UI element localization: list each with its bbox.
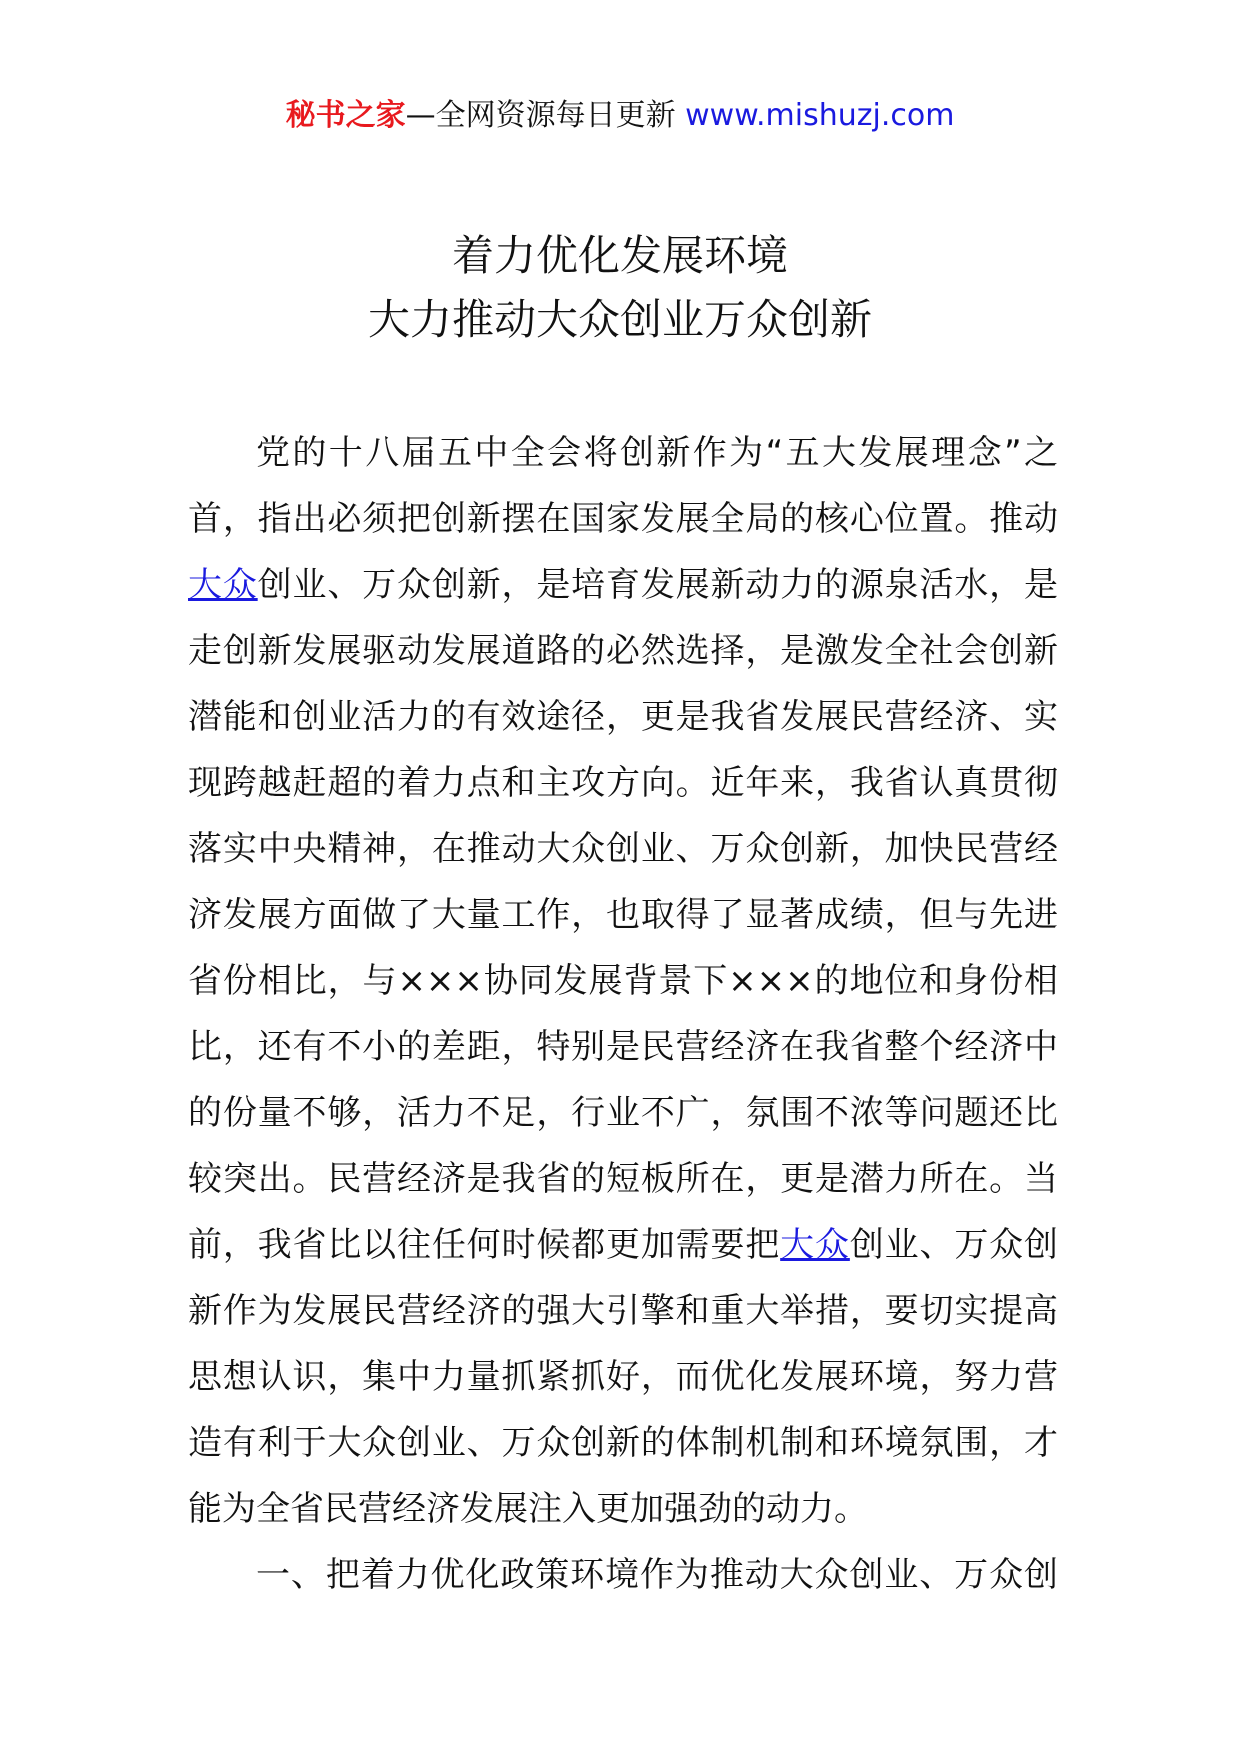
document-body bbox=[188, 420, 1058, 1608]
body-line: 省份相比，与×××协同发展背景下×××的地位和身份相 bbox=[188, 961, 1058, 1001]
body-line: 能为全省民营经济发展注入更加强劲的动力。 bbox=[188, 1489, 868, 1529]
site-header-banner bbox=[0, 96, 1240, 136]
body-line: 思想认识，集中力量抓紧抓好，而优化发展环境，努力营 bbox=[188, 1357, 1058, 1397]
document-title-line-1: 着力优化发展环境 bbox=[451, 231, 788, 280]
keyword-link-dazhong[interactable]: 大众 bbox=[188, 565, 258, 605]
body-line: 的份量不够，活力不足，行业不广，氛围不浓等问题还比 bbox=[188, 1093, 1058, 1133]
keyword-link-dazhong[interactable]: 大众 bbox=[780, 1225, 850, 1265]
body-line-text: 创业、万众创新，是培育发展新动力的源泉活水，是 bbox=[257, 565, 1059, 605]
body-line bbox=[188, 1212, 1058, 1278]
brand-name: 秘书之家 bbox=[285, 98, 406, 133]
body-line bbox=[188, 552, 1058, 618]
body-line: 较突出。民营经济是我省的短板所在，更是潜力所在。当 bbox=[188, 1159, 1058, 1199]
body-line-text: 创业、万众创 bbox=[849, 1225, 1059, 1265]
section-heading-line: 一、把着力优化政策环境作为推动大众创业、万众创 bbox=[256, 1555, 1058, 1595]
body-line: 党的十八届五中全会将创新作为“五大发展理念”之 bbox=[256, 433, 1058, 473]
body-line: 造有利于大众创业、万众创新的体制机制和环境氛围，才 bbox=[188, 1423, 1058, 1463]
body-line: 济发展方面做了大量工作，也取得了显著成绩，但与先进 bbox=[188, 895, 1058, 935]
body-line: 走创新发展驱动发展道路的必然选择，是激发全社会创新 bbox=[188, 631, 1058, 671]
body-line-text: 前，我省比以往任何时候都更加需要把 bbox=[188, 1225, 781, 1265]
body-line: 潜能和创业活力的有效途径，更是我省发展民营经济、实 bbox=[188, 697, 1058, 737]
header-tagline: —全网资源每日更新 bbox=[405, 98, 686, 133]
body-line: 现跨越赶超的着力点和主攻方向。近年来，我省认真贯彻 bbox=[188, 763, 1058, 803]
body-line: 首，指出必须把创新摆在国家发展全局的核心位置。推动 bbox=[188, 499, 1058, 539]
body-line: 新作为发展民营经济的强大引擎和重大举措，要切实提高 bbox=[188, 1291, 1058, 1331]
body-line: 落实中央精神，在推动大众创业、万众创新，加快民营经 bbox=[188, 829, 1058, 869]
document-title-line-2: 大力推动大众创业万众创新 bbox=[367, 295, 872, 344]
body-line: 比，还有不小的差距，特别是民营经济在我省整个经济中 bbox=[188, 1027, 1058, 1067]
site-url-link[interactable]: www.mishuzj.com bbox=[685, 98, 955, 133]
